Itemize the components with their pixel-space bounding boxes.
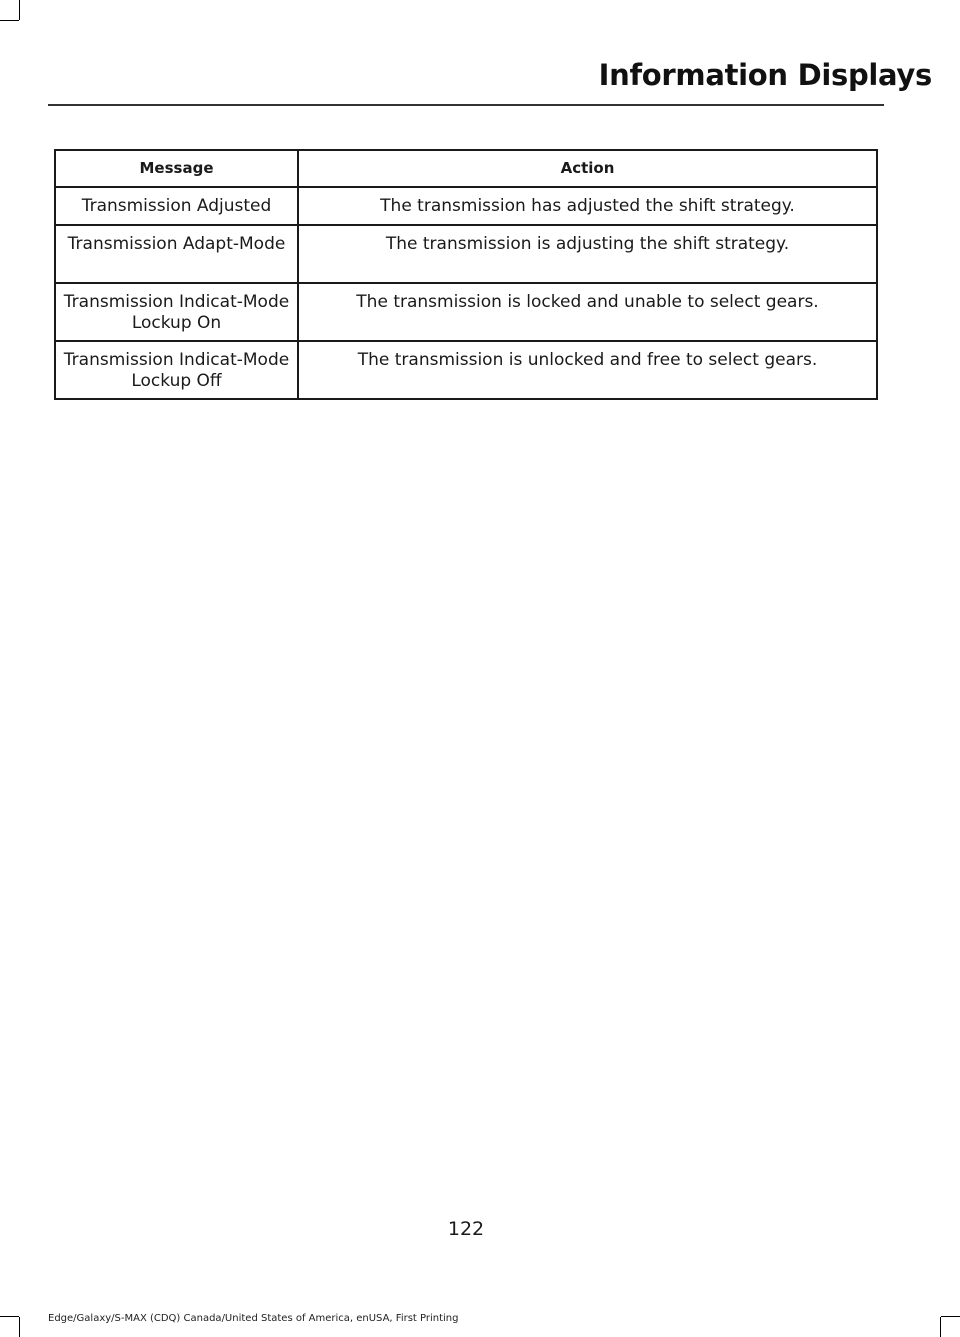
action-cell: The transmission has adjusted the shift strategy. <box>298 187 877 225</box>
crop-mark-top-left-vertical <box>19 0 20 20</box>
page-title: Information Displays <box>598 58 932 92</box>
page-number: 122 <box>447 1218 485 1240</box>
table-row <box>55 283 877 341</box>
message-cell: Transmission Indicat-Mode Lockup Off <box>55 341 298 399</box>
action-cell: The transmission is unlocked and free to select gears. <box>298 341 877 399</box>
crop-mark-top-left-horizontal <box>0 20 19 21</box>
table-row <box>55 187 877 225</box>
table-row <box>55 225 877 283</box>
crop-mark-bottom-left-vertical <box>19 1317 20 1337</box>
column-header-action: Action <box>298 150 877 187</box>
crop-mark-bottom-right-horizontal <box>941 1316 960 1317</box>
action-cell: The transmission is adjusting the shift strategy. <box>298 225 877 283</box>
edition-footer: Edge/Galaxy/S-MAX (CDQ) Canada/United States of America, enUSA, First Printing <box>48 1313 459 1324</box>
action-cell: The transmission is locked and unable to select gears. <box>298 283 877 341</box>
crop-mark-bottom-right-vertical <box>940 1317 941 1337</box>
messages-table <box>54 149 878 400</box>
table-header-row <box>55 150 877 187</box>
message-cell: Transmission Adjusted <box>55 187 298 225</box>
message-cell: Transmission Indicat-Mode Lockup On <box>55 283 298 341</box>
message-cell: Transmission Adapt-Mode <box>55 225 298 283</box>
title-divider <box>48 104 884 106</box>
table-row <box>55 341 877 399</box>
crop-mark-bottom-left-horizontal <box>0 1316 19 1317</box>
column-header-message: Message <box>55 150 298 187</box>
